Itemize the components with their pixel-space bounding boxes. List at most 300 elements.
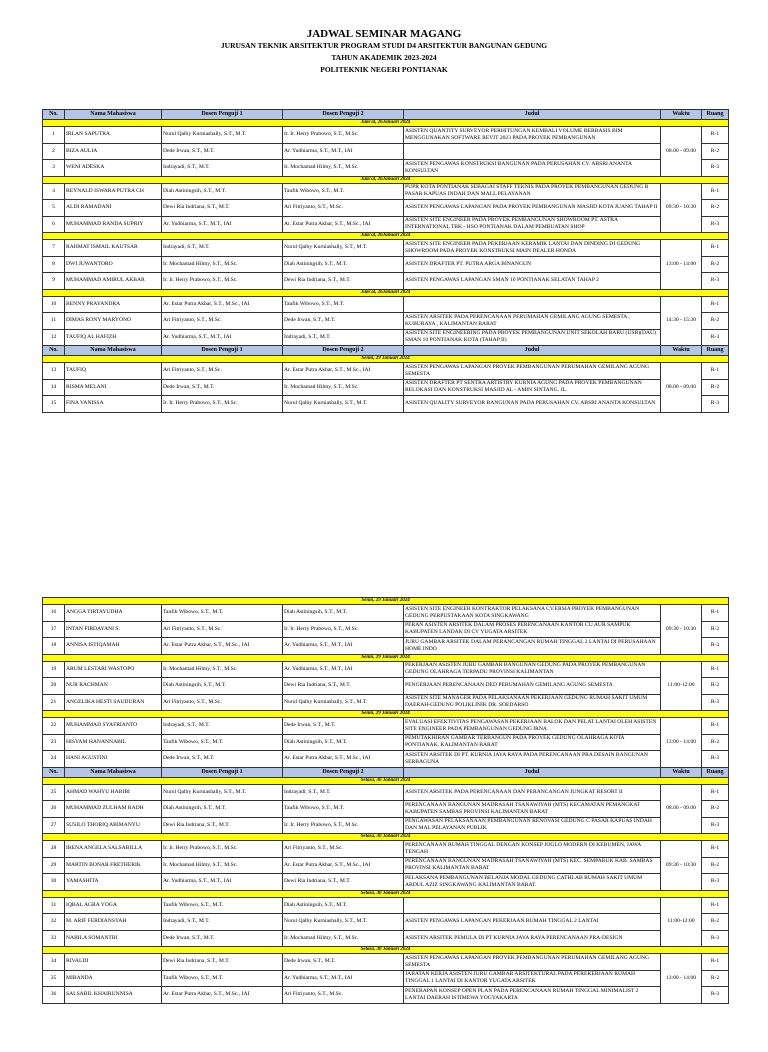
cell-ruang: R-1	[702, 784, 729, 801]
cell-judul: ASISTEN PENGAWAS LAPANGAN PEKERJAAN RUMAH TINGGAL 2 LANTAI	[404, 914, 661, 931]
cell-nama: MUHAMMAD RANDA SUPRIY	[65, 216, 162, 233]
table-row	[43, 751, 729, 768]
cell-penguji2: Ari Fitriyanto, S.T., M.Sc.	[283, 200, 404, 217]
cell-no: 34	[43, 954, 65, 971]
cell-nama: ANGELIKA HESTI SAUDURAN	[65, 694, 162, 711]
cell-judul: ASISTEN ARSITEK PEMULA DI PT KURNIA JAYA RAYA PERENCANAAN PRA-DESIGN	[404, 930, 661, 947]
table-row	[43, 329, 729, 346]
cell-no: 3	[43, 160, 65, 177]
cell-penguji1: Taufik Wibowo, S.T., M.T.	[162, 605, 283, 622]
cell-judul: PEMUTAKHIRAN GAMBAR TERBANGUN PADA PROYEK GEDUNG OLAHRAGA KOTA PONTIANAK, KALIMANTAN BARAT	[404, 734, 661, 751]
cell-nama: FINA VANISSA	[65, 396, 162, 413]
day-label: Selasa, 30 Januari 2024	[43, 834, 729, 841]
cell-judul: ASISTEN ARSITEK PADA PERENCANAAN DAN PERANCANGAN JUNGKAT RESORT II	[404, 784, 661, 801]
day-label: Jum'at, 26Januari 2024	[43, 289, 729, 296]
table-row	[43, 256, 729, 273]
cell-no: 26	[43, 801, 65, 818]
cell-ruang: R-1	[702, 363, 729, 380]
cell-penguji1: Ar. Estar Putra Akbar, S.T., M.Sc., IAI	[162, 638, 283, 655]
day-label: Senin, 29 Januari 2024	[43, 711, 729, 718]
cell-no: 2	[43, 143, 65, 160]
cell-penguji1: Dede Irwan, S.T., M.T.	[162, 379, 283, 396]
day-label: Selasa, 30 Januari 2024	[43, 890, 729, 897]
cell-ruang: R-2	[702, 678, 729, 695]
day-separator-row	[43, 598, 729, 605]
col-judul: Judul	[404, 346, 661, 356]
table-row	[43, 801, 729, 818]
cell-judul: PENGERJAAN PERENCANAAN DED PERUMAHAN GEMILANG AGUNG SEMESTA	[404, 678, 661, 695]
day-separator-row	[43, 120, 729, 127]
cell-penguji2: Ar. Yudhiarma, S.T., M.T., IAI	[283, 638, 404, 655]
cell-nama: ANGGA TIRTAYUDHA	[65, 605, 162, 622]
cell-waktu: 13:00 - 14:00	[661, 718, 702, 768]
cell-penguji2: Ir. Ir. Herry Prabowo, S.T., M.Sc.	[283, 817, 404, 834]
cell-nama: ARUM LESTARI WASTOPO	[65, 661, 162, 678]
cell-ruang: R-3	[702, 160, 729, 177]
cell-judul: ASISTEN PENGAWAS LAPANGAN PROYEK PEMBANGUNAN PERUMAHAN GEMILANG AGUNG SEMESTA	[404, 954, 661, 971]
cell-no: 28	[43, 841, 65, 858]
cell-no: 19	[43, 661, 65, 678]
cell-penguji1: Ar. Estar Putra Akbar, S.T., M.Sc., IAI	[162, 987, 283, 1004]
table-row	[43, 605, 729, 622]
cell-no: 18	[43, 638, 65, 655]
cell-penguji1: Ir. Mochamad Hilmy, S.T., M.Sc.	[162, 857, 283, 874]
table-row	[43, 930, 729, 947]
table-row	[43, 784, 729, 801]
cell-nama: TAUFIQ AL HAFIZH	[65, 329, 162, 346]
cell-judul: ASISTEN SITE ENGINEER KONTRAKTOR PELAKSANA CV.ERSIA PROYEK PEMBANGUNAN GEDUNG PERPUSTAKAAN KOTA SINGKAWANG	[404, 605, 661, 622]
table-row	[43, 678, 729, 695]
day-separator-row	[43, 356, 729, 363]
cell-judul: PERAN ASISTEN ARSITEK DALAM PROSES PERENCANAAN KANTOR CU AUR SAMPUK KABUPATEN LANDAK DI CV YUGATA ARSITEK	[404, 621, 661, 638]
cell-nama: HISYAM HANANNABIL	[65, 734, 162, 751]
cell-judul: PELAKSANA PEMBANGUNAN BELANJA MODAL GEDUNG CATHLAB RUMAH SAKIT UMUM ABDUL AZIZ SINGKAWANG KALIMANTAN BARAT.	[404, 874, 661, 891]
cell-penguji2: Nurul Qalby Kurniashally, S.T., M.T.	[283, 914, 404, 931]
table-row	[43, 970, 729, 987]
cell-no: 13	[43, 363, 65, 380]
col-no: No.	[43, 110, 65, 120]
table-header-row	[43, 346, 729, 356]
cell-nama: NABILA SOMANTRI	[65, 930, 162, 947]
cell-nama: REYNALD ISWARA PUTRA CH	[65, 183, 162, 200]
cell-ruang: R-1	[702, 127, 729, 144]
cell-penguji1: Ir. Ir. Herry Prabowo, S.T., M.Sc.	[162, 273, 283, 290]
cell-waktu: 11:00-12:00	[661, 897, 702, 947]
cell-ruang: R-2	[702, 621, 729, 638]
cell-penguji1: Nurul Qalby Kurniashally, S.T., M.T.	[162, 127, 283, 144]
cell-no: 7	[43, 240, 65, 257]
day-label: Selasa, 30 Januari 2024	[43, 947, 729, 954]
day-separator-row	[43, 176, 729, 183]
cell-ruang: R-1	[702, 841, 729, 858]
cell-penguji2: Indrayadi, S.T., M.T.	[283, 329, 404, 346]
cell-penguji1: Ari Fitriyanto, S.T., M.Sc.	[162, 313, 283, 330]
cell-waktu: 13:00 - 14:00	[661, 240, 702, 290]
day-separator-row	[43, 711, 729, 718]
cell-penguji1: Ir. Ir. Herry Prabowo, S.T., M.Sc.	[162, 396, 283, 413]
cell-penguji2: Ir. Ir. Herry Prabowo, S.T., M.Sc.	[283, 127, 404, 144]
table-header-row	[43, 767, 729, 777]
cell-nama: TAUFIQ	[65, 363, 162, 380]
cell-penguji2: Diah Astiningsih, S.T., M.T.	[283, 897, 404, 914]
cell-judul: PUPR KOTA PONTIANAK SEBAGAI STAFF TEKNIS PADA PROYEK PEMBANGUNAN GEDUNG B PASAR KAPUAS INDAH DAN MALL PELAYANAN	[404, 183, 661, 200]
cell-no: 1	[43, 127, 65, 144]
cell-penguji1: Dewi Ria Indriana, S.T., M.T.	[162, 954, 283, 971]
cell-no: 9	[43, 273, 65, 290]
cell-no: 23	[43, 734, 65, 751]
col-ruang: Ruang	[702, 110, 729, 120]
cell-penguji2: Ar. Estar Putra Akbar, S.T., M.Sc., IAI	[283, 216, 404, 233]
table-row	[43, 216, 729, 233]
cell-nama: DIMAS RONY MARYONO	[65, 313, 162, 330]
cell-no: 12	[43, 329, 65, 346]
cell-ruang: R-2	[702, 379, 729, 396]
cell-nama: SUSILO THORIQ ABIMANYU	[65, 817, 162, 834]
cell-penguji2: Ar. Estar Putra Akbar, S.T., M.Sc., IAI	[283, 751, 404, 768]
cell-judul: PENERAPAN KONSEP OPEN PLAN PADA PERENCANAAN RUMAH TINGGAL MINIMALIST 2 LANTAI DAERAH ISTIMEWA YOGYAKARTA	[404, 987, 661, 1004]
cell-ruang: R-1	[702, 897, 729, 914]
cell-ruang: R-3	[702, 638, 729, 655]
cell-penguji1: Taufik Wibowo, S.T., M.T.	[162, 734, 283, 751]
col-penguji1: Dosen Penguji 1	[162, 346, 283, 356]
table-row	[43, 396, 729, 413]
col-penguji2: Dosen Penguji 2	[283, 110, 404, 120]
day-label: Jum'at, 26Januari 2024	[43, 176, 729, 183]
cell-judul: ASISTEN SITE MANAGER PADA PELAKSANAAN PEKERJAAN GEDUNG RUMAH SAKIT UMUM DAERAH-GEDUNG POLIKLINIK DR. SOEDARSO	[404, 694, 661, 711]
cell-no: 20	[43, 678, 65, 695]
table-row	[43, 273, 729, 290]
cell-penguji2: Ar. Estar Putra Akbar, S.T., M.Sc., IAI	[283, 857, 404, 874]
day-label: Selasa, 30 Januari 2024	[43, 777, 729, 784]
table-row	[43, 897, 729, 914]
cell-no: 4	[43, 183, 65, 200]
cell-waktu: 08.00 - 09.00	[661, 363, 702, 413]
cell-penguji1: Nurul Qalby Kurniashally, S.T., M.T.	[162, 784, 283, 801]
day-separator-row	[43, 777, 729, 784]
cell-judul	[404, 897, 661, 914]
cell-nama: SALSABIL KHAIRUNNISA	[65, 987, 162, 1004]
table-row	[43, 734, 729, 751]
cell-penguji1: Taufik Wibowo, S.T., M.T.	[162, 897, 283, 914]
col-waktu: Waktu	[661, 767, 702, 777]
cell-ruang: R-2	[702, 734, 729, 751]
cell-penguji2: Diah Astiningsih, S.T., M.T.	[283, 734, 404, 751]
table-row	[43, 914, 729, 931]
table-row	[43, 621, 729, 638]
col-waktu: Waktu	[661, 346, 702, 356]
col-nama: Nama Mahasiswa	[65, 110, 162, 120]
col-judul: Judul	[404, 767, 661, 777]
table-row	[43, 313, 729, 330]
cell-ruang: R-3	[702, 694, 729, 711]
cell-penguji2: Ari Fitriyanto, S.T., M.Sc.	[283, 987, 404, 1004]
cell-nama: MUHAMMAD AMIRUL AKBAR	[65, 273, 162, 290]
cell-penguji2: Diah Astiningsih, S.T., M.T.	[283, 256, 404, 273]
day-label: Jum'at, 26Januari 2024	[43, 120, 729, 127]
cell-no: 6	[43, 216, 65, 233]
day-separator-row	[43, 233, 729, 240]
cell-ruang: R-3	[702, 216, 729, 233]
cell-no: 15	[43, 396, 65, 413]
col-judul: Judul	[404, 110, 661, 120]
cell-no: 30	[43, 874, 65, 891]
day-separator-row	[43, 834, 729, 841]
cell-nama: MUHAMMAD SYAFRIANTO	[65, 718, 162, 735]
cell-no: 5	[43, 200, 65, 217]
table-row	[43, 874, 729, 891]
cell-nama: MIRANDA	[65, 970, 162, 987]
cell-ruang: R-1	[702, 718, 729, 735]
cell-nama: MUHAMMAD ZULHAM RADH	[65, 801, 162, 818]
cell-waktu: 09:30 - 10:30	[661, 183, 702, 233]
cell-judul: ASISTEN DRAFTER PT. PUTRA ARGA BINANGUN	[404, 256, 661, 273]
cell-penguji2: Nurul Qalby Kurniashally, S.T., M.T.	[283, 396, 404, 413]
col-penguji2: Dosen Penguji 2	[283, 346, 404, 356]
doc-title: JADWAL SEMINAR MAGANG	[306, 28, 462, 40]
cell-nama: RIVALDI	[65, 954, 162, 971]
col-penguji2: Dosen Penguji 2	[283, 767, 404, 777]
doc-subtitle-dept: JURUSAN TEKNIK ARSITEKTUR PROGRAM STUDI D4 ARSITEKTUR BANGUNAN GEDUNG	[220, 41, 548, 50]
cell-no: 36	[43, 987, 65, 1004]
day-label: Senin, 29 Januari 2024	[43, 356, 729, 363]
cell-waktu: 09:30 - 10:30	[661, 841, 702, 891]
cell-penguji2: Taufik Wibowo, S.T., M.T.	[283, 296, 404, 313]
table-row	[43, 987, 729, 1004]
cell-penguji2: Ar. Yudhiarma, S.T., M.T., IAI	[283, 143, 404, 160]
cell-penguji2: Nurul Qalby Kurniashally, S.T., M.T.	[283, 240, 404, 257]
cell-no: 17	[43, 621, 65, 638]
cell-penguji2: Ar. Estar Putra Akbar, S.T., M.Sc., IAI	[283, 363, 404, 380]
cell-ruang: R-2	[702, 200, 729, 217]
cell-waktu: 14:30 - 15:30	[661, 296, 702, 346]
col-no: No.	[43, 346, 65, 356]
table-row	[43, 857, 729, 874]
col-no: No.	[43, 767, 65, 777]
table-row	[43, 200, 729, 217]
cell-nama: WENI ADESKA	[65, 160, 162, 177]
cell-ruang: R-2	[702, 970, 729, 987]
cell-penguji1: Dede Irwan, S.T., M.T.	[162, 751, 283, 768]
cell-ruang: R-3	[702, 987, 729, 1004]
cell-no: 14	[43, 379, 65, 396]
col-waktu: Waktu	[661, 110, 702, 120]
cell-penguji2: Ar. Yudhiarma, S.T., M.T., IAI	[283, 661, 404, 678]
day-separator-row	[43, 947, 729, 954]
col-nama: Nama Mahasiswa	[65, 346, 162, 356]
cell-penguji1: Ir. Ir. Herry Prabowo, S.T., M.Sc.	[162, 841, 283, 858]
cell-penguji1: Dewi Ria Indriana, S.T., M.T.	[162, 200, 283, 217]
cell-penguji2: Dede Irwan, S.T., M.T.	[283, 313, 404, 330]
doc-subtitle-inst: POLITEKNIK NEGERI PONTIANAK	[320, 65, 448, 74]
col-ruang: Ruang	[702, 346, 729, 356]
cell-judul: ASISTEN PENGAWAS LAPANGAN PADA PROYEK PEMBANGUNAN MASJID KOTA JUANG TAHAP II	[404, 200, 661, 217]
cell-judul: ASISTEN QUALITY SURVEYOR BANGUNAN PADA PERUSAHAN CV. ABSRI ANANTA KONSULTAN	[404, 396, 661, 413]
cell-nama: IQBAL AGRA YOGA	[65, 897, 162, 914]
cell-judul: ASISTEN SITE ENGINEERING PADA PROYEK PEMBANGUNAN UNIT SEKOLAH BARU (USB)(DAU) SMAN 10 PONTIANAK KOTA (TAHAP II)	[404, 329, 661, 346]
cell-ruang: R-1	[702, 183, 729, 200]
cell-judul: ASISTEN SITE ENGINEER PADA PEKERJAAN KERAMIK LANTAI DAN DINDING DI GEDUNG SHOWROOM PADA PROYEK KONSTRUKSI MAIN DEALER HONDA	[404, 240, 661, 257]
cell-no: 27	[43, 817, 65, 834]
cell-ruang: R-1	[702, 605, 729, 622]
cell-ruang: R-3	[702, 396, 729, 413]
cell-nama: INTAN FIRDAYANI S.	[65, 621, 162, 638]
doc-subtitle-year: TAHUN AKADEMIK 2023-2024	[331, 53, 437, 62]
cell-penguji2: Ir. Mochamad Hilmy, S.T., M.Sc.	[283, 379, 404, 396]
cell-judul: ASISTEN DRAFTER PT SENTRA ARTISTRY KURNIA AGUNG PADA PROYEK PEMBANGUNAN RELOKASI DAN KONSTRUKSI MASJID AL - AMIN SINTANG. JL.	[404, 379, 661, 396]
cell-waktu: 11:00-12:00	[661, 661, 702, 711]
cell-ruang: R-2	[702, 143, 729, 160]
cell-penguji1: Ari Fitriyanto, S.T., M.Sc.	[162, 694, 283, 711]
cell-nama: RAHMAT ISMAIL KAUTSAR	[65, 240, 162, 257]
cell-no: 29	[43, 857, 65, 874]
cell-nama: BIZA AULIA	[65, 143, 162, 160]
table-row	[43, 160, 729, 177]
cell-nama: ANNISA ISTIQAMAH	[65, 638, 162, 655]
table-row	[43, 638, 729, 655]
cell-judul: ASISTEN ARSITEK PADA PERENCANAAN PERUMAHAN GEMILANG AGUNG SEMESTA , KUBURAYA , KALIMANTAN BARAT	[404, 313, 661, 330]
cell-penguji2: Taufik Wibowo, S.T., M.T.	[283, 801, 404, 818]
cell-ruang: R-2	[702, 313, 729, 330]
cell-no: 31	[43, 897, 65, 914]
cell-penguji2: Dewi Ria Indriana, S.T., M.T.	[283, 874, 404, 891]
cell-ruang: R-2	[702, 914, 729, 931]
table-1-body	[43, 120, 729, 413]
col-nama: Nama Mahasiswa	[65, 767, 162, 777]
table-row	[43, 240, 729, 257]
cell-nama: HANI AGUSTINI	[65, 751, 162, 768]
schedule-table-2	[42, 597, 729, 1004]
cell-judul: ASISTEN PENGAWAS KONSTRUKSI BANGUNAN PADA PERUSAHAN CV. ABSRI ANANTA KONSULTAN	[404, 160, 661, 177]
cell-penguji2: Taufik Wibowo, S.T., M.T.	[283, 183, 404, 200]
day-separator-row	[43, 289, 729, 296]
cell-penguji1: Indrayadi, S.T., M.T.	[162, 718, 283, 735]
cell-judul: ASISTEN QUANTITY SURVEYOR PERHITUNGAN KEMBALI VOLUME BERBASIS BIM MENGGUNAKAN SOFTWARE REVIT 2023 PADA PROYEK PEMBANGUNAN	[404, 127, 661, 144]
cell-no: 25	[43, 784, 65, 801]
table-row	[43, 127, 729, 144]
cell-penguji2: Indrayadi, S.T., M.T.	[283, 784, 404, 801]
cell-nama: BENNY PRAYANDRA	[65, 296, 162, 313]
col-penguji1: Dosen Penguji 1	[162, 767, 283, 777]
day-label: Senin, 29 Januari 2024	[43, 598, 729, 605]
cell-nama: YAMASHITA	[65, 874, 162, 891]
cell-penguji1: Diah Astiningsih, S.T., M.T.	[162, 801, 283, 818]
cell-penguji1: Ar. Yudhiarma, S.T., M.T., IAI	[162, 874, 283, 891]
col-ruang: Ruang	[702, 767, 729, 777]
table-row	[43, 379, 729, 396]
cell-nama: M. ARIF FERDIANSYAH	[65, 914, 162, 931]
day-label: Jum'at, 26Januari 2024	[43, 233, 729, 240]
cell-penguji2: Diah Astiningsih, S.T., M.T.	[283, 605, 404, 622]
cell-ruang: R-1	[702, 954, 729, 971]
cell-no: 32	[43, 914, 65, 931]
cell-penguji1: Diah Astiningsih, S.T., M.T.	[162, 678, 283, 695]
table-row	[43, 817, 729, 834]
cell-penguji2: Dewi Ria Indriana, S.T., M.T.	[283, 273, 404, 290]
cell-penguji2: Dede Irwan, S.T., M.T.	[283, 954, 404, 971]
cell-penguji1: Ir. Mochamad Hilmy, S.T., M.Sc.	[162, 661, 283, 678]
cell-penguji1: Taufik Wibowo, S.T., M.T.	[162, 970, 283, 987]
cell-no: 21	[43, 694, 65, 711]
document-header	[0, 28, 768, 76]
cell-nama: MARTIN BONAR FRETHERIK	[65, 857, 162, 874]
cell-waktu: 08.00 - 09.00	[661, 127, 702, 177]
day-label: Senin, 29 Januari 2024	[43, 654, 729, 661]
cell-nama: AHMAD WAHYU HABIBI	[65, 784, 162, 801]
cell-nama: NUR RACHMAN	[65, 678, 162, 695]
cell-nama: IRLAN SAPUTRA	[65, 127, 162, 144]
cell-judul: ASISTEN PENGAWAS LAPANGAN SMAN 10 PONTIANAK SELATAN TAHAP 2	[404, 273, 661, 290]
cell-penguji1: Ar. Estar Putra Akbar, S.T., M.Sc., IAI	[162, 296, 283, 313]
table-row	[43, 143, 729, 160]
cell-ruang: R-3	[702, 930, 729, 947]
cell-waktu: 08.00 - 09.00	[661, 784, 702, 834]
cell-nama: ALDI RAMADANI	[65, 200, 162, 217]
cell-ruang: R-3	[702, 817, 729, 834]
cell-waktu: 13:00 - 14:00	[661, 954, 702, 1004]
table-2-body	[43, 598, 729, 1004]
table-row	[43, 183, 729, 200]
cell-judul: PERENCANAAN BANGUNAN MADRASAH TSANAWIYAH (MTS) KECAMATAN PEMANGKAT KABUPATEN SAMBAS PROVINSI KALIMANTAN BARAT	[404, 801, 661, 818]
cell-ruang: R-3	[702, 273, 729, 290]
cell-penguji1: Indrayadi, S.T., M.T.	[162, 240, 283, 257]
cell-penguji2: Dewi Ria Indriana, S.T., M.T.	[283, 678, 404, 695]
cell-judul	[404, 143, 661, 160]
cell-judul: JABATAN KERJA ASISTEN JURU GAMBAR ARSITEKTURAL PADA PEREKERJAAN RUMAH TINGGAL 1 LANTAI DI KANTOR YUGATA ARSITEK	[404, 970, 661, 987]
cell-nama: IRENA ANGELA SALSABILLA	[65, 841, 162, 858]
cell-no: 10	[43, 296, 65, 313]
cell-penguji1: Ari Fitriyanto, S.T., M.Sc.	[162, 363, 283, 380]
cell-no: 8	[43, 256, 65, 273]
cell-judul	[404, 296, 661, 313]
cell-penguji2: Dede Irwan, S.T., M.T.	[283, 718, 404, 735]
cell-ruang: R-1	[702, 240, 729, 257]
cell-penguji2: Ir. Ir. Herry Prabowo, S.T., M.Sc.	[283, 621, 404, 638]
table-row	[43, 661, 729, 678]
cell-penguji1: Indrayadi, S.T., M.T.	[162, 914, 283, 931]
cell-no: 24	[43, 751, 65, 768]
cell-penguji1: Ar. Yudhiarma, S.T., M.T., IAI	[162, 216, 283, 233]
day-separator-row	[43, 890, 729, 897]
cell-judul: PERENCANAAN RUMAH TINGGAL DENGAN KONSEP JOGLO MODERN DI KEBUMEN, JAWA TENGAH	[404, 841, 661, 858]
cell-penguji1: Ir. Mochamad Hilmy, S.T., M.Sc.	[162, 256, 283, 273]
cell-judul: PERENCANAAN BANGUNAN MADRASAH TSANAWIYAH (MTS) KEC. SEMPARUK KAB. SAMBAS PROVINSI KALIMANTAN BARAT	[404, 857, 661, 874]
cell-no: 22	[43, 718, 65, 735]
cell-judul: JURU GAMBAR ARSITEK DALAM PERANCANGAN RUMAH TINGGAL 2 LANTAI DI PERUSAHAAN HOME INDO	[404, 638, 661, 655]
schedule-table-1	[42, 109, 729, 413]
cell-penguji2: Nurul Qalby Kurniashally, S.T., M.T.	[283, 694, 404, 711]
cell-ruang: R-1	[702, 661, 729, 678]
cell-judul: EVALUASI EFEKTIVITAS PENGAWASAN PEKERJAAN BALOK DAN PELAT LANTAI OLEH ASISTEN SITE ENGINEER PADA PEMBANGUNAN GEDUNG IRNA	[404, 718, 661, 735]
table-row	[43, 694, 729, 711]
cell-waktu: 09:30 - 10:30	[661, 605, 702, 655]
cell-ruang: R-3	[702, 874, 729, 891]
cell-penguji1: Dede Irwan, S.T., M.T.	[162, 143, 283, 160]
cell-ruang: R-1	[702, 296, 729, 313]
cell-penguji2: Ar. Yudhiarma, S.T., M.T., IAI	[283, 970, 404, 987]
cell-judul: ASISTEN PENGAWAS LAPANGAN PROYEK PEMBANGUNAN PERUMAHAN GEMILANG AGUNG SEMESTA	[404, 363, 661, 380]
table-row	[43, 954, 729, 971]
cell-nama: DWI JUWANTORO	[65, 256, 162, 273]
cell-penguji1: Ar. Yudhiarma, S.T., M.T., IAI	[162, 329, 283, 346]
cell-ruang: R-2	[702, 801, 729, 818]
cell-ruang: R-2	[702, 857, 729, 874]
cell-ruang: R-3	[702, 751, 729, 768]
table-row	[43, 363, 729, 380]
cell-judul: ASISTEN SITE ENGINEER PADA PROYEK PEMBANGUNAN SHOWROOM PT. ASTRA INTERNATIONAL TBK - HSO PONTIANAK DALAM PEMBUATAN SHOP	[404, 216, 661, 233]
cell-ruang: R-3	[702, 329, 729, 346]
cell-penguji2: Ir. Mochamad Hilmy, S.T., M.Sc.	[283, 160, 404, 177]
cell-judul: ASISTEN ARSITEK DI PT. KURNIA JAYA RAYA PADA PERENCANAAN PRA DESAIN BANGUNAN SERBAGUNA	[404, 751, 661, 768]
